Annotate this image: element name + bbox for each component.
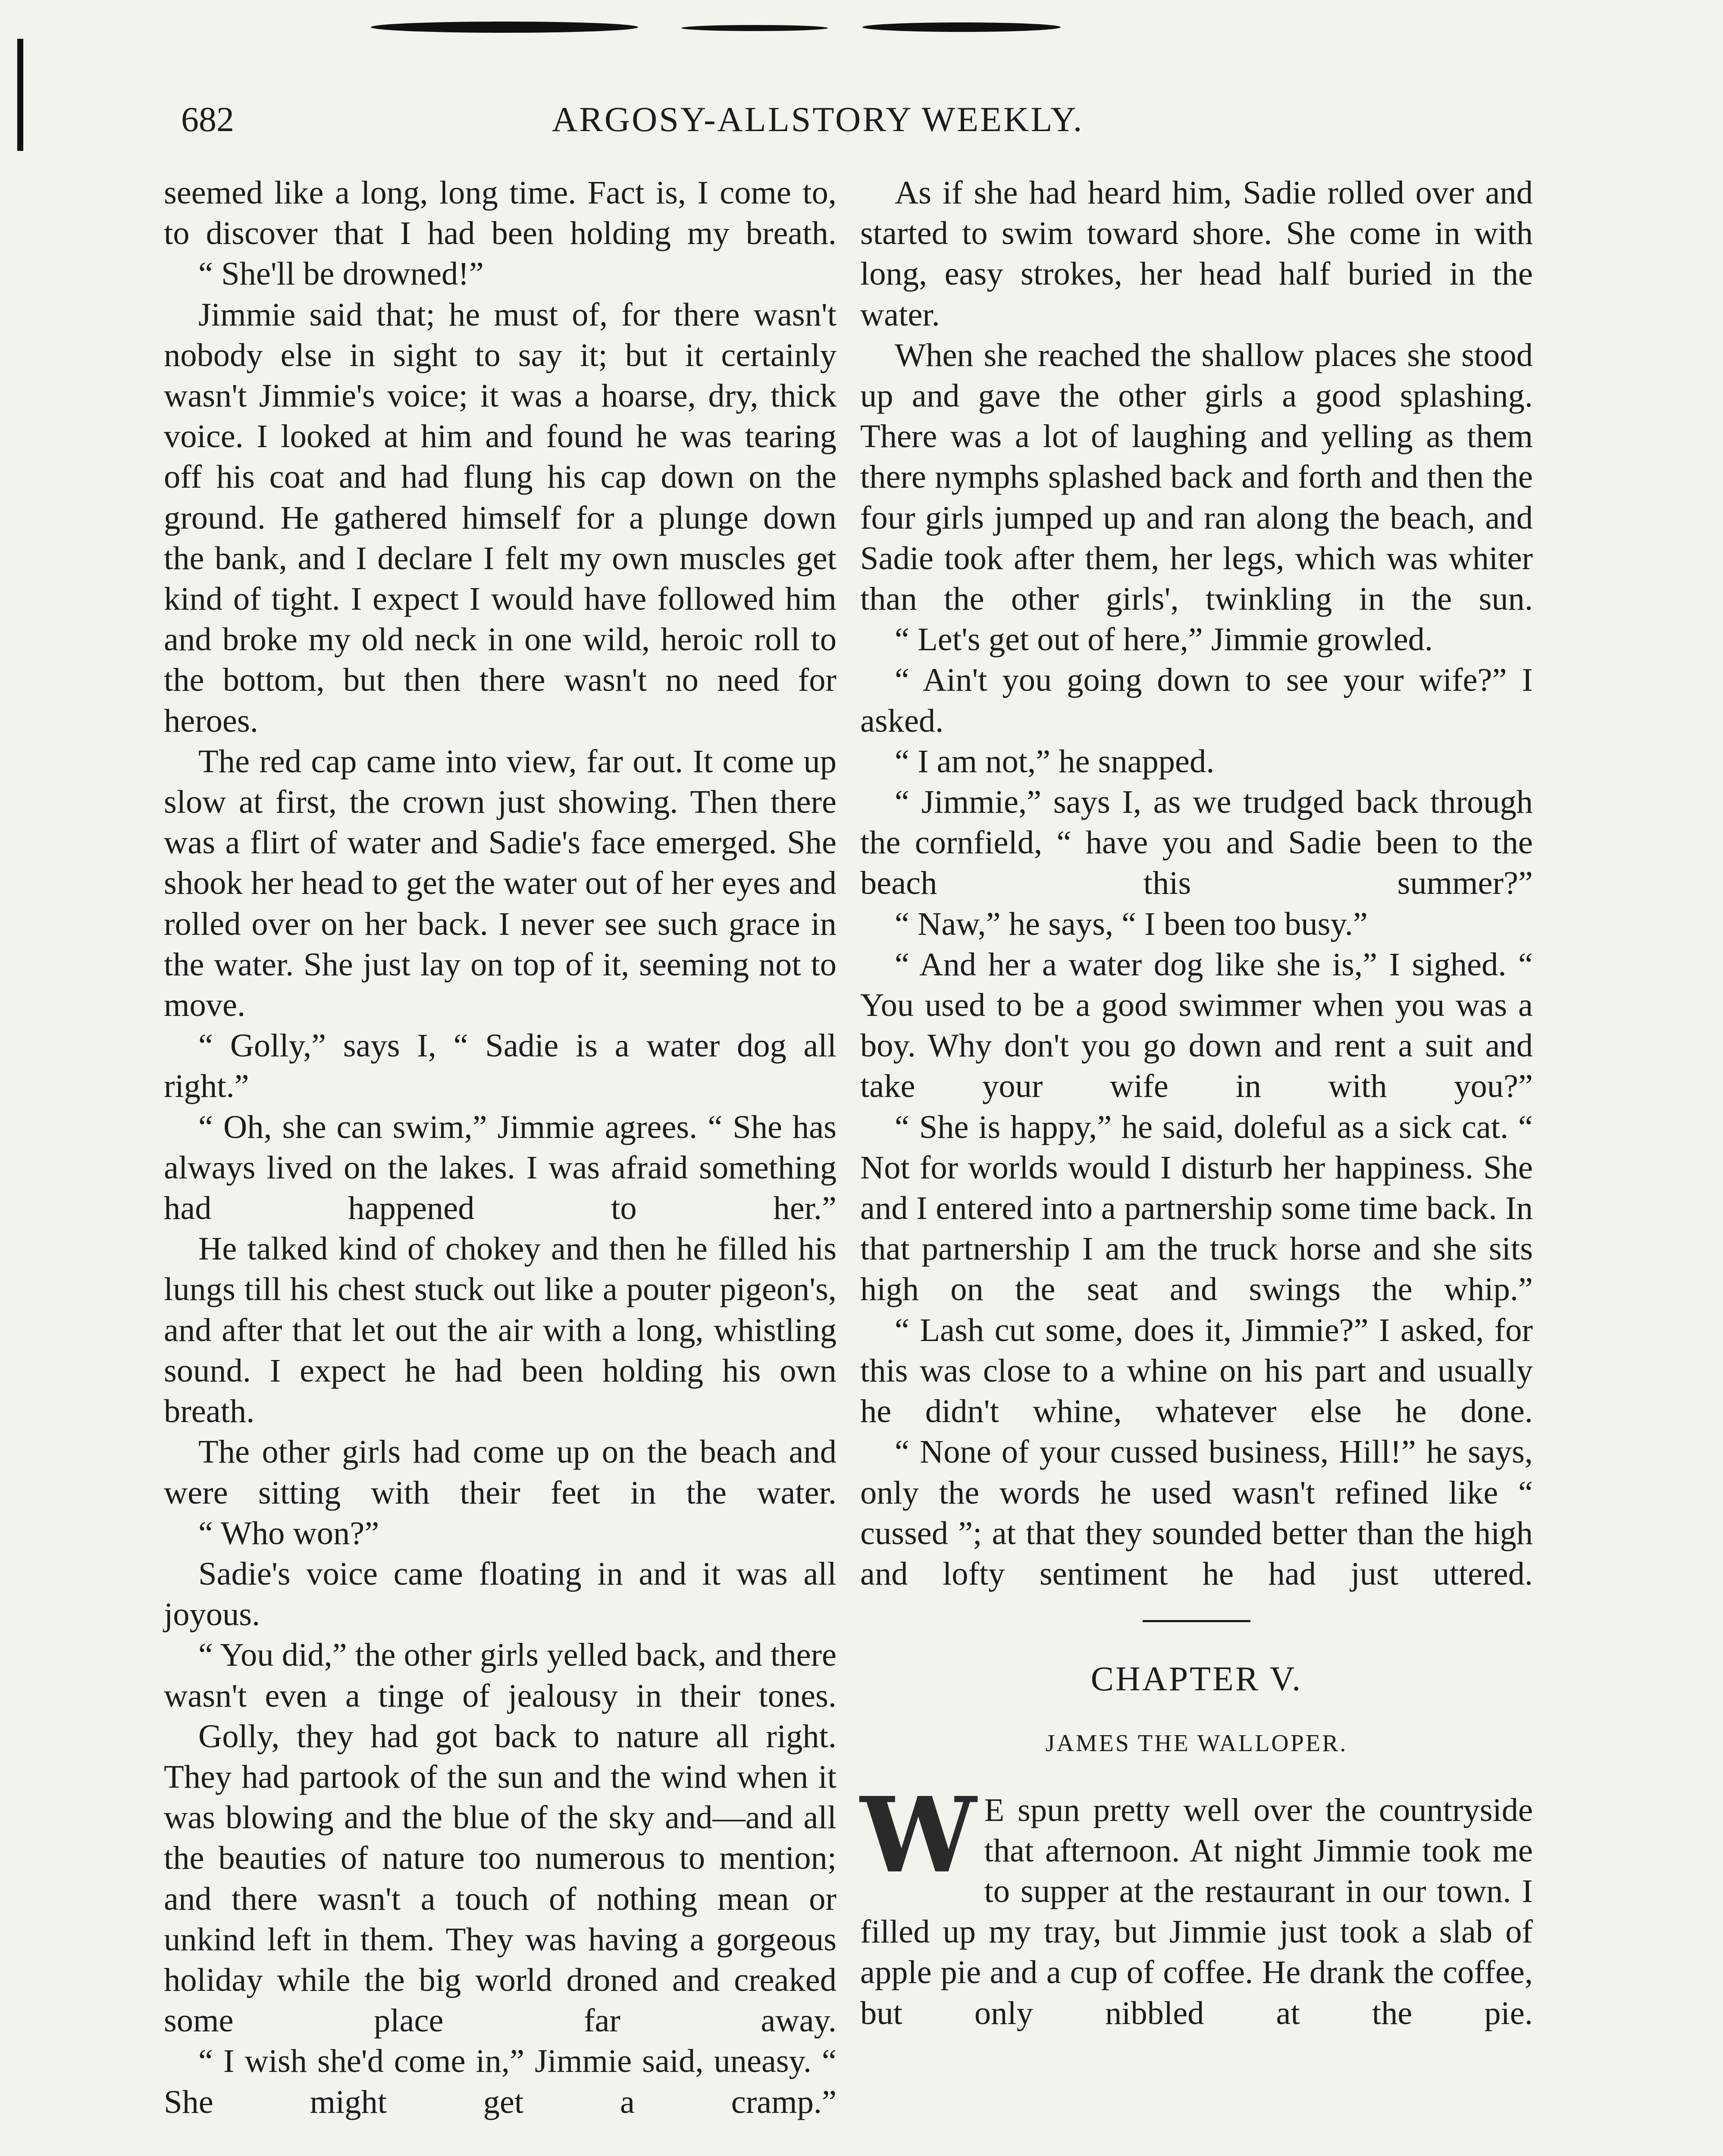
scan-artifact <box>371 17 1082 47</box>
paragraph: When she reached the shallow places she stood up and gave the other girls a good splashing. There was a lot of laughing and yelling as them there nymphs splashed back and forth and then the four girls jumped up and ran along the beach, and Sadie took after them, her legs, which was whiter than the other girls', twinkling in the sun. <box>860 336 1533 617</box>
paragraph: “ She is happy,” he said, doleful as a sick cat. “ Not for worlds would I disturb her happiness. She and I entered into a partnership some time back. In that partnership I am the truck horse and she sits high on the seat and swings the whip.” <box>860 1108 1533 1308</box>
paragraph: “ And her a water dog like she is,” I sighed. “ You used to be a good swimmer when you was a boy. Why don't you go down and rent a suit and take your wife in with you?” <box>860 946 1533 1105</box>
paragraph: “ Jimmie,” says I, as we trudged back through the cornfield, “ have you and Sadie been to the beach this summer?” <box>860 783 1533 902</box>
paragraph: “ You did,” the other girls yelled back, and there wasn't even a tinge of jealousy in their tones. <box>164 1636 836 1714</box>
paragraph: “ Who won?” <box>198 1514 379 1551</box>
paragraph: “ She'll be drowned!” <box>198 255 484 292</box>
paragraph: Golly, they had got back to nature all right. They had partook of the sun and the wind when it was blowing and the blue of the sky and—and all the beauties of nature too numerous to mention; and there wasn't a touch of nothing mean or unkind left in them. They was having a gorgeous holiday while the big world droned and creaked some place far away. <box>164 1717 836 2039</box>
paragraph: The red cap came into view, far out. It come up slow at first, the crown just showing. Then there was a flirt of water and Sadie's face emerged. She shook her head to get the water out of her eyes and rolled over on her back. I never see such grace in the water. She just lay on top of it, seeming not to move. <box>164 743 836 1024</box>
page-number: 682 <box>181 100 234 139</box>
paragraph: Sadie's voice came floating in and it was all joyous. <box>164 1555 836 1633</box>
paragraph: He talked kind of chokey and then he filled his lungs till his chest stuck out like a pouter pigeon's, and after that let out the air with a long, whistling sound. I expect he had been holding his own breath. <box>164 1230 836 1430</box>
paragraph: The other girls had come up on the beach and were sitting with their feet in the water. <box>164 1433 836 1511</box>
paragraph: “ I am not,” he snapped. <box>895 743 1215 780</box>
paragraph: seemed like a long, long time. Fact is, I come to, to discover that I had been holding my breath. <box>164 174 836 252</box>
right-column <box>860 172 1533 2034</box>
paragraph: “ I wish she'd come in,” Jimmie said, uneasy. “ She might get a cramp.” <box>164 2043 836 2120</box>
chapter-title: CHAPTER V. <box>1090 1660 1303 1698</box>
drop-cap: W <box>860 1774 977 1896</box>
paragraph: “ Let's get out of here,” Jimmie growled. <box>895 621 1433 658</box>
paragraph: Jimmie said that; he must of, for there wasn't nobody else in sight to say it; but it certainly wasn't Jimmie's voice; it was a hoarse, dry, thick voice. I looked at him and found he was tearing off his coat and had flung his cap down on the ground. He gathered himself for a plunge down the bank, and I declare I felt my own muscles get kind of tight. I expect I would have followed him and broke my old neck in one wild, heroic roll to the bottom, but then there wasn't no need for heroes. <box>164 296 836 739</box>
paragraph: “ None of your cussed business, Hill!” he says, only the words he used wasn't refined like “ cussed ”; at that they sounded better than the high and lofty sentiment he had just uttered. <box>860 1433 1533 1592</box>
page-header <box>0 99 1723 147</box>
paragraph: “ Ain't you going down to see your wife?” I asked. <box>860 661 1533 739</box>
chapter-opening-paragraph <box>860 1774 1533 2034</box>
paragraph-text: E spun pretty well over the countryside that afternoon. At night Jimmie took me to supper at the restaurant in our town. I filled up my tray, but Jimmie just took a slab of apple pie and a cup of coffee. He drank the coffee, but only nibbled at the pie. <box>860 1791 1533 2031</box>
paragraph: As if she had heard him, Sadie rolled over and started to swim toward shore. She come in with long, easy strokes, her head half buried in the water. <box>860 174 1533 333</box>
paragraph: “ Lash cut some, does it, Jimmie?” I asked, for this was close to a whine on his part and usually he didn't whine, whatever else he done. <box>860 1311 1533 1430</box>
left-column <box>164 172 836 2122</box>
paragraph: “ Naw,” he says, “ I been too busy.” <box>895 905 1368 942</box>
running-head: ARGOSY-ALLSTORY WEEKLY. <box>552 100 1084 139</box>
section-divider <box>1143 1620 1250 1622</box>
chapter-subtitle: JAMES THE WALLOPER. <box>1045 1730 1348 1757</box>
paragraph: “ Golly,” says I, “ Sadie is a water dog all right.” <box>164 1027 836 1105</box>
paragraph: “ Oh, she can swim,” Jimmie agrees. “ She has always lived on the lakes. I was afraid something had happened to her.” <box>164 1108 836 1227</box>
